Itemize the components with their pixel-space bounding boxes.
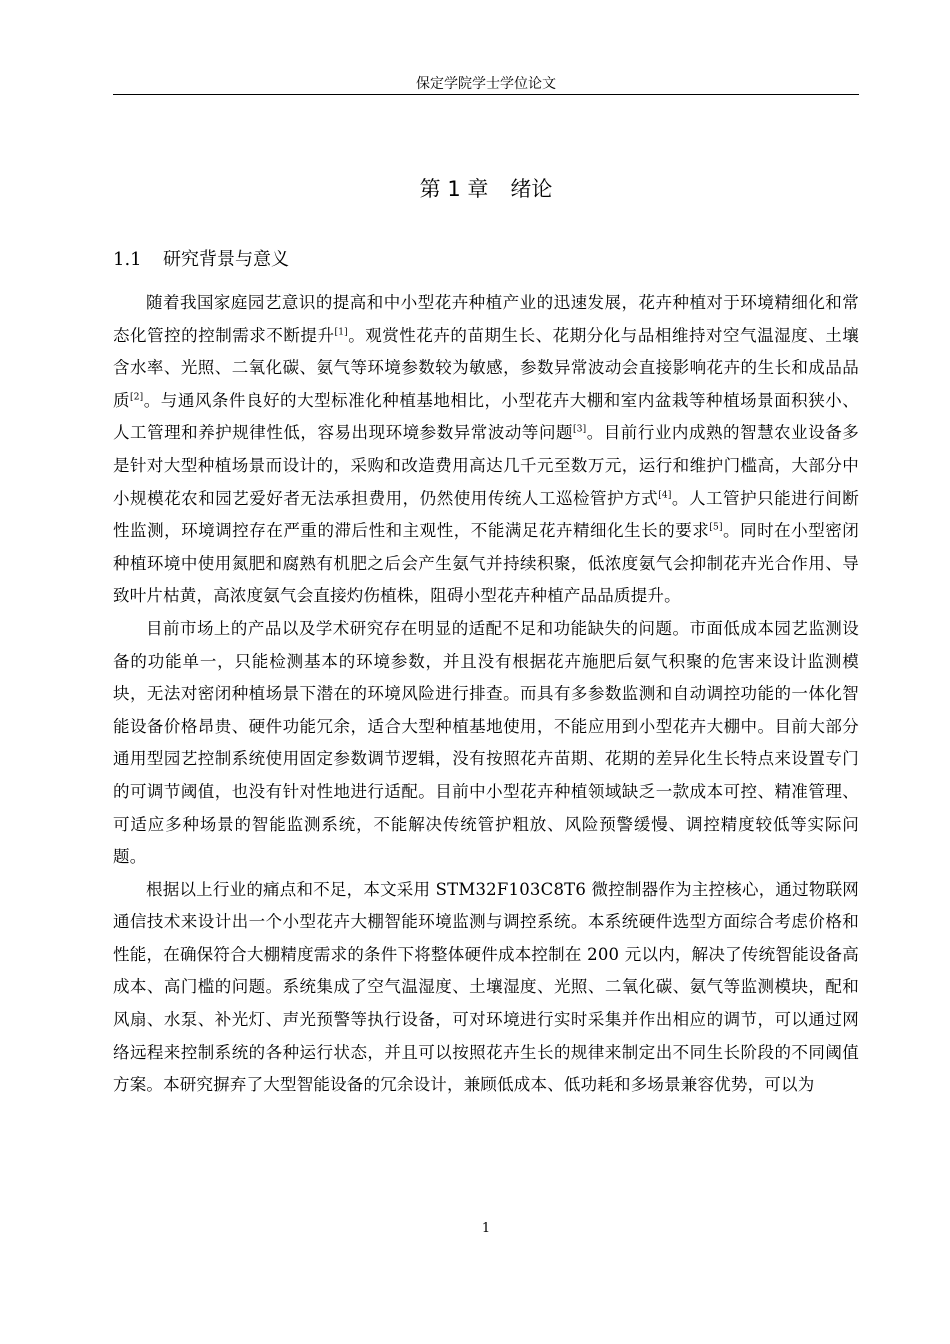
citation: [4]: [658, 490, 672, 501]
chapter-name: 绪论: [510, 177, 553, 201]
citation: [3]: [573, 424, 587, 435]
section-name: 研究背景与意义: [163, 249, 289, 270]
running-header: 保定学院学士学位论文: [416, 76, 556, 92]
page-number: 1: [481, 1221, 491, 1236]
section-title: [113, 244, 289, 276]
citation: [2]: [130, 392, 144, 403]
chapter-title: [113, 172, 859, 206]
paragraph-text: 。目前行业内成熟的智慧农业设备多是针对大型种植场景而设计的，采购和改造费用高达几千元至数万元，运行和维护门槛高，大部分中小规模花农和园艺爱好者无法承担费用，仍然使用传统人工巡检管护方式: [113, 423, 859, 508]
body-text: [113, 287, 859, 1102]
paragraph-text: 目前市场上的产品以及学术研究存在明显的适配不足和功能缺失的问题。市面低成本园艺监测设备的功能单一，只能检测基本的环境参数，并且没有根据花卉施肥后氨气积聚的危害来设计监测模块，无法对密闭种植场景下潜在的环境风险进行排查。而具有多参数监测和自动调控功能的一体化智能设备价格昂贵、硬件功能冗余，适合大型种植基地使用，不能应用到小型花卉大棚中。目前大部分通用型园艺控制系统使用固定参数调节逻辑，没有按照花卉苗期、花期的差异化生长特点来设置专门的可调节阈值，也没有针对性地进行适配。目前中小型花卉种植领域缺乏一款成本可控、精准管理、可适应多种场景的智能监测系统，不能解决传统管护粗放、风险预警缓慢、调控精度较低等实际问题。: [113, 618, 859, 867]
paragraph: [113, 874, 859, 1102]
paragraph: [113, 613, 859, 874]
paragraph-text: 。人工管护只能进行间断性监测，环境调控存在严重的滞后性和主观性，不能满足花卉精细化生长的要求: [113, 488, 859, 541]
paragraph-text: 。观赏性花卉的苗期生长、花期分化与品相维持对空气温湿度、土壤含水率、光照、二氧化碳、氨气等环境参数较为敏感，参数异常波动会直接影响花卉的生长和成品品质: [113, 325, 859, 410]
section-number: 1.1: [113, 249, 142, 270]
paragraph-text: 。同时在小型密闭种植环境中使用氮肥和腐熟有机肥之后会产生氨气并持续积聚，低浓度氨气会抑制花卉光合作用、导致叶片枯黄，高浓度氨气会直接灼伤植株，阻碍小型花卉种植产品品质提升。: [113, 521, 859, 606]
header-rule: [113, 94, 859, 95]
chapter-number: 第 1 章: [419, 177, 489, 201]
paragraph-text: 。与通风条件良好的大型标准化种植基地相比，小型花卉大棚和室内盆栽等种植场景面积狭小、人工管理和养护规律性低，容易出现环境参数异常波动等问题: [113, 390, 859, 443]
paragraph-text: 随着我国家庭园艺意识的提高和中小型花卉种植产业的迅速发展，花卉种植对于环境精细化和常态化管控的控制需求不断提升: [113, 293, 859, 345]
citation: [1]: [334, 327, 348, 338]
paragraph-text: 根据以上行业的痛点和不足，本文采用 STM32F103C8T6 微控制器作为主控核心，通过物联网通信技术来设计出一个小型花卉大棚智能环境监测与调控系统。本系统硬件选型方面综合考虑价格和性能，在确保符合大棚精度需求的条件下将整体硬件成本控制在 200 元以内，解决了传统智能设备高成本、高门槛的问题。系统集成了空气温湿度、土壤湿度、光照、二氧化碳、氨气等监测模块，配和风扇、水泵、补光灯、声光预警等执行设备，可对环境进行实时采集并作出相应的调节，可以通过网络远程来控制系统的各种运行状态，并且可以按照花卉生长的规律来制定出不同生长阶段的不同阈值方案。本研究摒弃了大型智能设备的冗余设计，兼顾低成本、低功耗和多场景兼容优势，可以为: [113, 879, 859, 1095]
citation: [5]: [709, 522, 723, 533]
paragraph: [113, 287, 859, 613]
